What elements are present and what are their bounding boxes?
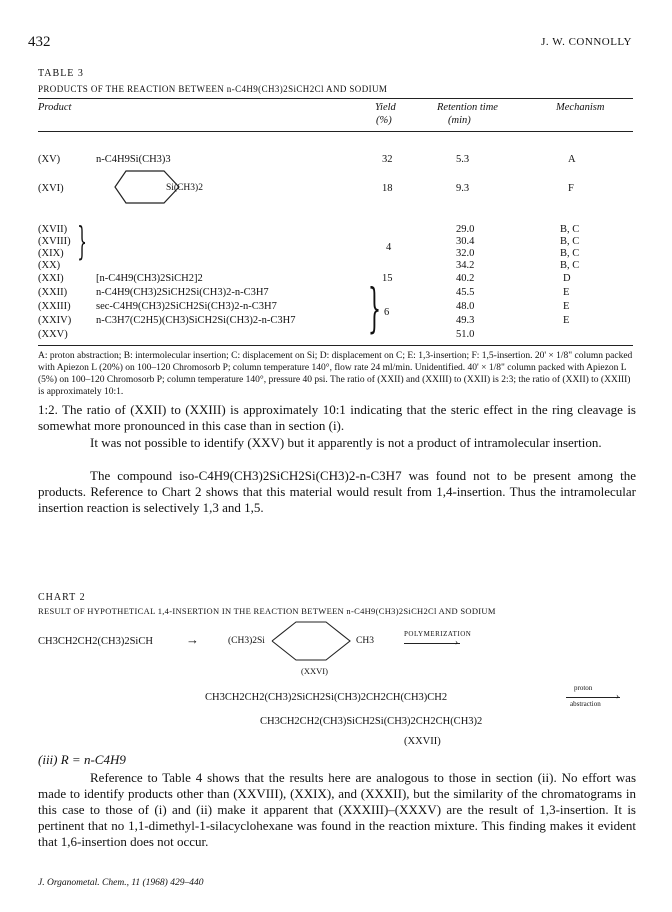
- group-brace-left: }: [77, 219, 87, 263]
- silacyclohexane-ring: [268, 618, 354, 664]
- row-mechanism: B, C: [560, 260, 580, 271]
- row-formula: n-C4H9(CH3)2SiCH2Si(CH3)2-n-C3H7: [96, 287, 269, 298]
- row-mechanism: E: [563, 287, 570, 298]
- ring-compound-id: (XXVI): [301, 666, 328, 676]
- row-retention: 40.2: [456, 273, 475, 284]
- arrowhead: ›: [616, 691, 619, 701]
- paragraph: 1:2. The ratio of (XXII) to (XXIII) is approximately 10:1 indicating that the steric effect in the ring cleavage is somewhat more pronounced in this case than in section (i).: [38, 402, 636, 433]
- row-yield: 32: [382, 154, 393, 165]
- row-mechanism: E: [563, 315, 570, 326]
- row-retention: 29.0: [456, 224, 475, 235]
- product-compound-id: (XXVII): [404, 736, 441, 747]
- ring-substituent: Si(CH3)2: [166, 183, 203, 193]
- table-bottom-rule: [38, 345, 633, 346]
- chart-caption: RESULT OF HYPOTHETICAL 1,4-INSERTION IN THE REACTION BETWEEN n-C4H9(CH3)2SiCH2Cl AND SODIUM: [38, 606, 496, 616]
- row-retention: 5.3: [456, 154, 470, 165]
- row-id: (XXIII): [38, 301, 71, 312]
- row-retention: 32.0: [456, 248, 475, 259]
- row-id: (XX): [38, 260, 61, 271]
- row-retention: 48.0: [456, 301, 475, 312]
- row-retention: 30.4: [456, 236, 475, 247]
- group-yield: 4: [386, 242, 392, 253]
- paragraph: The compound iso-C4H9(CH3)2SiCH2Si(CH3)2-n-C3H7 was found not to be present among the products. Reference to Chart 2 shows that this material would result from 1,4-insertion. Thus the intramolecular insertion reaction is selectively 1,3 and 1,5.: [38, 468, 636, 515]
- reaction-arrow: →: [186, 632, 199, 647]
- paragraph: It was not possible to identify (XXV) but it apparently is not a product of intramolecular insertion.: [90, 435, 602, 450]
- row-mechanism: D: [563, 273, 571, 284]
- table-footnote: A: proton abstraction; B: intermolecular insertion; C: displacement on Si; D: displacement on C; E: 1,3-insertion; F: 1,5-insertion. 20' × 1/8" column packed with Apiezon L (20%) on 100–120 Chromosorb P; column temperature 140°, flow rate 24 ml/min. Unidentified. 40' × 1/8" column packed with Apiezon L (5%) on 100–120 Chromosorb P; column temperature 140°, pressure 40 psi. The ratio of (XXII) and (XXIII) to (XXII) is 2:3; the ratio of (XXII) to (XXIII) is approximately 10:1.: [38, 351, 633, 397]
- ring-left-group: (CH3)2Si: [228, 636, 265, 646]
- col-yield: Yield: [375, 102, 396, 113]
- group-brace-right: }: [367, 279, 382, 339]
- ring-right-group: CH3: [356, 636, 374, 646]
- row-yield: 15: [382, 273, 393, 284]
- chart-label: CHART 2: [38, 592, 86, 603]
- col-mechanism: Mechanism: [556, 102, 605, 113]
- row-id: (XXV): [38, 329, 68, 340]
- table-top-rule: [38, 98, 633, 99]
- table-caption: PRODUCTS OF THE REACTION BETWEEN n-C4H9(CH3)2SiCH2Cl AND SODIUM: [38, 84, 388, 94]
- group-yield: 6: [384, 307, 390, 318]
- row-formula: n-C4H9Si(CH3)3: [96, 154, 171, 165]
- arrowhead: ›: [455, 637, 458, 647]
- polymerization-arrow: [404, 643, 460, 644]
- row-mechanism: A: [568, 154, 576, 165]
- row-mechanism: B, C: [560, 224, 580, 235]
- table-label: TABLE 3: [38, 68, 84, 79]
- row-id: (XXII): [38, 287, 68, 298]
- row-id: (XVIII): [38, 236, 71, 247]
- section-heading: (iii) R = n-C4H9: [38, 752, 126, 767]
- journal-citation: J. Organometal. Chem., 11 (1968) 429–440: [38, 878, 204, 888]
- table-header-rule: [38, 131, 633, 132]
- row-retention: 9.3: [456, 183, 470, 194]
- arrow-label: abstraction: [570, 700, 601, 708]
- row-retention: 45.5: [456, 287, 475, 298]
- row-formula: n-C3H7(C2H5)(CH3)SiCH2Si(CH3)2-n-C3H7: [96, 315, 296, 326]
- col-retention-unit: (min): [448, 115, 471, 126]
- row-formula: sec-C4H9(CH3)2SiCH2Si(CH3)2-n-C3H7: [96, 301, 277, 312]
- row-retention: 34.2: [456, 260, 475, 271]
- col-retention: Retention time: [437, 102, 498, 113]
- col-product: Product: [38, 102, 72, 113]
- page-number: 432: [28, 34, 51, 50]
- row-yield: 18: [382, 183, 393, 194]
- proton-abstraction-arrow: [566, 697, 620, 698]
- row-id: (XVI): [38, 183, 64, 194]
- row-id: (XV): [38, 154, 61, 165]
- reactant-formula: CH3CH2CH2(CH3)2SiCH: [38, 636, 153, 647]
- arrow-label: POLYMERIZATION: [404, 630, 472, 638]
- row-mechanism: F: [568, 183, 574, 194]
- row-id: (XXIV): [38, 315, 72, 326]
- product-formula: CH3CH2CH2(CH3)2SiCH2Si(CH3)2CH2CH(CH3)CH2: [205, 692, 448, 703]
- row-mechanism: B, C: [560, 236, 580, 247]
- product-formula: CH3CH2CH2(CH3)SiCH2Si(CH3)2CH2CH(CH3)2: [260, 716, 483, 727]
- arrow-label: proton: [574, 684, 593, 692]
- row-formula: [n-C4H9(CH3)2SiCH2]2: [96, 273, 203, 284]
- row-retention: 51.0: [456, 329, 475, 340]
- row-retention: 49.3: [456, 315, 475, 326]
- row-mechanism: E: [563, 301, 570, 312]
- row-mechanism: B, C: [560, 248, 580, 259]
- col-yield-unit: (%): [376, 115, 392, 126]
- row-id: (XVII): [38, 224, 68, 235]
- row-id: (XIX): [38, 248, 64, 259]
- running-head: J. W. CONNOLLY: [541, 36, 632, 48]
- row-id: (XXI): [38, 273, 64, 284]
- paragraph: Reference to Table 4 shows that the results here are analogous to those in section (ii). No effort was made to identify products other than (XXVIII), (XXIX), and (XXXII), but the similarity of the chromatograms in this case to those of (i) and (ii) make it apparent that (XXXIII)–(XXXV) are the result of 1,3-insertion. It is pertinent that no 1,1-dimethyl-1-silacyclohexane was found in the reaction mixture. This finding makes it evident that 1,6-insertion does not occur.: [38, 770, 636, 849]
